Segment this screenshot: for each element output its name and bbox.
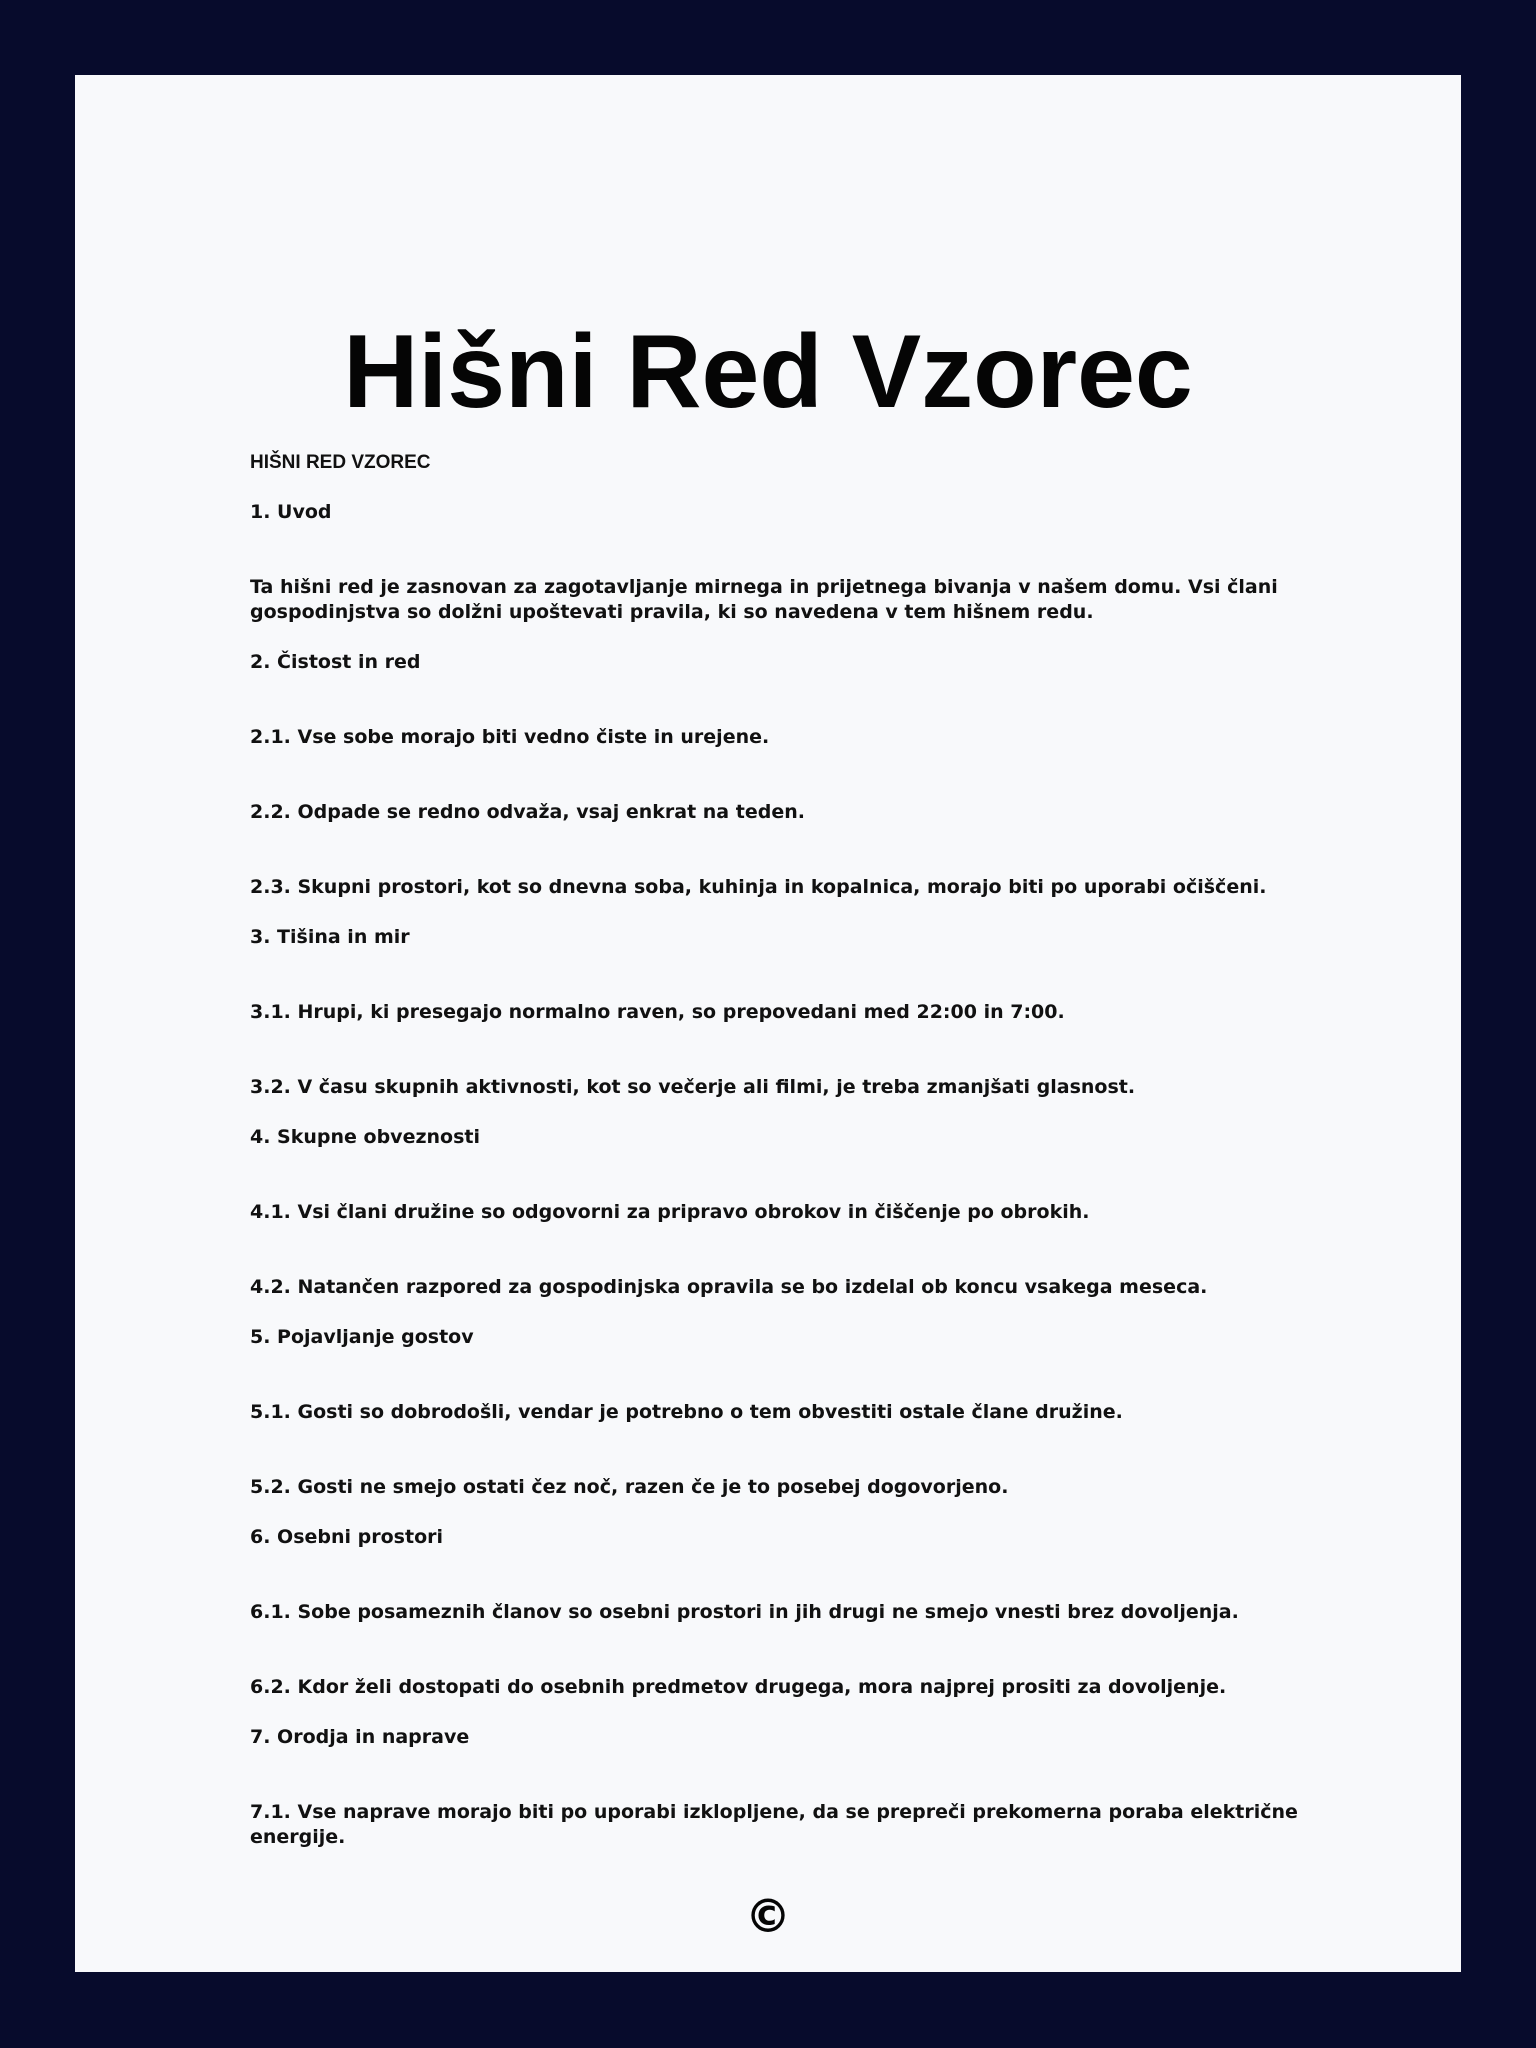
document-title: Hišni Red Vzorec [343,314,1193,430]
section-heading-osebni-prostori: 6. Osebni prostori [250,1526,444,1548]
rule-item: 5.2. Gosti ne smejo ostati čez noč, razen če je to posebej dogovorjeno. [250,1476,1009,1498]
section-heading-tisina: 3. Tišina in mir [250,926,410,948]
section-heading-cistost: 2. Čistost in red [250,651,421,673]
rule-item: 2.3. Skupni prostori, kot so dnevna soba, kuhinja in kopalnica, morajo biti po uporabi očiščeni. [250,876,1267,898]
rule-item: 4.2. Natančen razpored za gospodinjska opravila se bo izdelal ob koncu vsakega meseca. [250,1276,1208,1298]
rule-item: 6.2. Kdor želi dostopati do osebnih predmetov drugega, mora najprej prositi za dovoljenje. [250,1676,1227,1698]
document-body [250,450,1360,1875]
rule-item: 6.1. Sobe posameznih članov so osebni prostori in jih drugi ne smejo vnesti brez dovoljenja. [250,1601,1239,1623]
document-page [75,75,1461,1972]
section-paragraph-uvod: Ta hišni red je zasnovan za zagotavljanje mirnega in prijetnega bivanja v našem domu. Vsi člani gospodinjstva so dolžni upoštevati pravila, ki so navedena v tem hišnem redu. [250,576,1278,623]
section-heading-gostje: 5. Pojavljanje gostov [250,1326,474,1348]
rule-item: 4.1. Vsi člani družine so odgovorni za pripravo obrokov in čiščenje po obrokih. [250,1201,1090,1223]
document-subtitle: HIŠNI RED VZOREC [250,452,431,473]
rule-item: 3.2. V času skupnih aktivnosti, kot so večerje ali filmi, je treba zmanjšati glasnost. [250,1076,1136,1098]
rule-item: 2.1. Vse sobe morajo biti vedno čiste in urejene. [250,726,770,748]
section-heading-naprave: 7. Orodja in naprave [250,1726,470,1748]
rule-item: 2.2. Odpade se redno odvaža, vsaj enkrat na teden. [250,801,805,823]
rule-item: 3.1. Hrupi, ki presegajo normalno raven, so prepovedani med 22:00 in 7:00. [250,1001,1065,1023]
section-heading-obveznosti: 4. Skupne obveznosti [250,1126,480,1148]
rule-item: 7.1. Vse naprave morajo biti po uporabi izklopljene, da se prepreči prekomerna poraba električne energije. [250,1801,1298,1848]
section-heading-uvod: 1. Uvod [250,501,332,523]
rule-item: 5.1. Gosti so dobrodošli, vendar je potrebno o tem obvestiti ostale člane družine. [250,1401,1123,1423]
copyright-icon: © [745,1889,791,1943]
